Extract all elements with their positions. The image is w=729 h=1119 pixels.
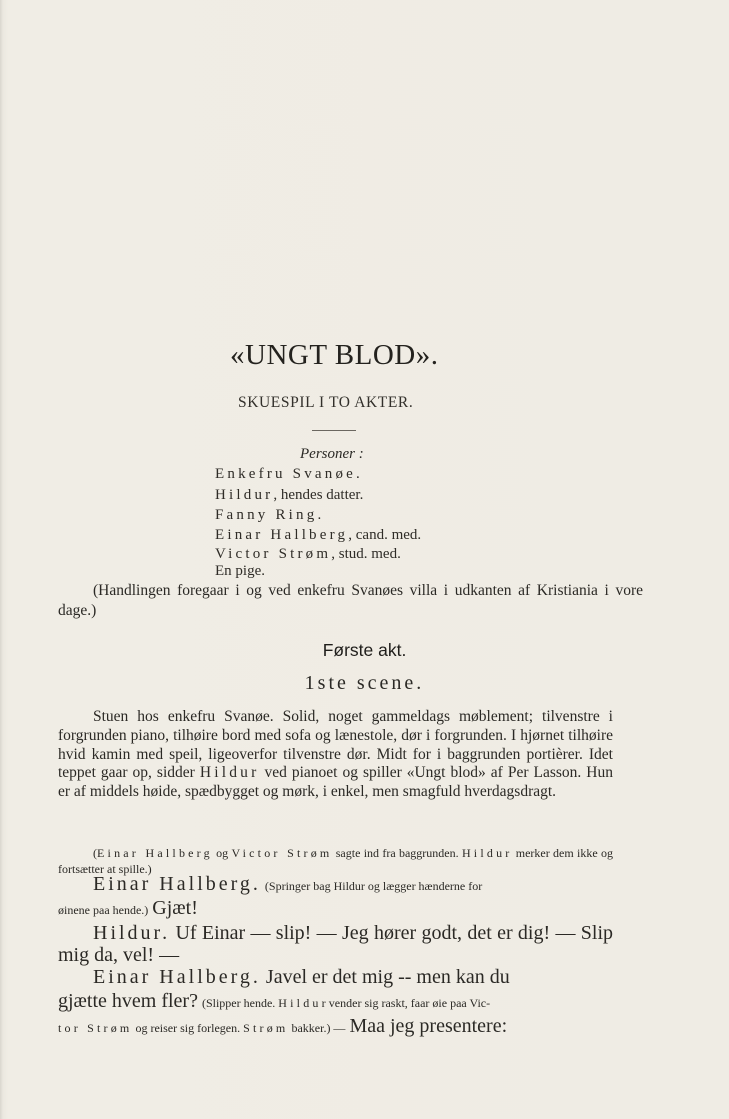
divider-rule <box>312 430 356 431</box>
speaker-name: Einar Hallberg. <box>93 966 261 988</box>
cast-name: Einar Hallberg <box>215 527 349 543</box>
speaker-name: Hildur. <box>93 922 171 944</box>
play-title: «UNGT BLOD». <box>230 339 439 371</box>
dialogue-entry-cont: gjætte hvem fler? (Slipper hende. Hildurvender sig raskt, faar øie paa Vic- <box>58 990 491 1012</box>
dialogue-entry-cont: øinene paa hende.) Gjæt! <box>58 897 198 919</box>
dialogue-entry <box>58 922 613 966</box>
dialogue-line: Maa jeg presentere: <box>349 1015 508 1037</box>
dialogue-line: Gjæt! <box>152 897 198 919</box>
stage-direction: Stuen hos enkefru Svanøe. Solid, noget gammeldags møblement; tilvenstre i forgrunden piano, tilhøire bord med sofa og lænestole, dør i forgrunden. I hjørnet tilhøire hvid kamin med speil, ligeoverfor tilvenstre dør. Midt for i baggrunden portièrer. Idet teppet gaar op, sidder Hildur ved pianoet og spiller «Ungt blod» af Per Lasson. Hun er af middels høide, spædbygget og mørk, i enkel, men smagfuld hverdagsdragt. <box>58 708 613 801</box>
cast-name: Fanny Ring <box>215 507 318 523</box>
dialogue-line: Uf Einar — slip! — Jeg hører godt, det er dig! — Slip mig da, vel! — <box>58 922 613 966</box>
cast-item: Einar Hallberg, cand. med. <box>215 527 422 543</box>
scene-heading: 1ste scene. <box>304 672 425 694</box>
cast-name: Victor Strøm <box>215 546 332 562</box>
cast-name: Hildur <box>215 487 274 503</box>
cast-name: Enkefru Svanøe <box>215 466 357 482</box>
cast-item: Victor Strøm, stud. med. <box>215 546 401 562</box>
cast-item: Enkefru Svanøe. <box>215 466 360 482</box>
cast-heading: Personer : <box>300 446 364 462</box>
stage-direction: (Springer bag Hildur og lægger hænderne for <box>264 879 483 893</box>
setting-note: (Handlingen foregaar i og ved enkefru Svanøes villa i udkanten af Kristiania i vore dage.) <box>58 582 643 619</box>
dialogue-entry-cont: tor Strøm og reiser sig forlegen. Strøm bakker.) — Maa jeg presentere: <box>58 1015 508 1037</box>
cast-item: Fanny Ring. <box>215 507 322 523</box>
cast-item: En pige. <box>215 563 265 579</box>
character-name: Hildur <box>199 764 260 782</box>
dialogue-entry <box>58 873 613 896</box>
act-heading: Første akt. <box>322 640 407 660</box>
speaker-name: Einar Hallberg. <box>93 873 261 895</box>
dialogue-entry: Einar Hallberg. Javel er det mig -- men kan du <box>93 966 510 988</box>
cast-item: Hildur, hendes datter. <box>215 487 364 503</box>
play-subtitle: SKUESPIL I TO AKTER. <box>238 394 414 411</box>
character-name: Victor Strøm <box>231 846 333 860</box>
character-name: Hildur <box>461 846 513 860</box>
character-name: Einar Hallberg <box>97 846 213 860</box>
stage-direction: (Einar Hallberg og Victor Strøm sagte ind fra baggrunden. Hildur merker dem ikke og fortsætter at spille.) <box>58 846 613 876</box>
